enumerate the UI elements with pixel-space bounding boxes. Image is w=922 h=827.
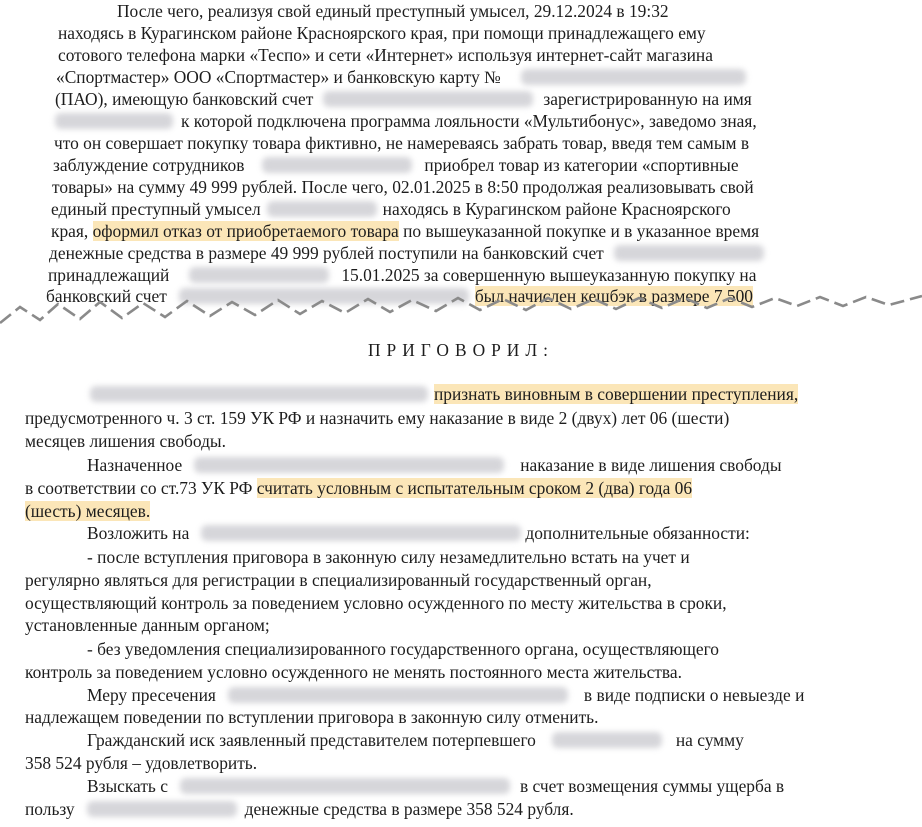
text-line: Взыскать с в счет возмещения суммы ущерба в <box>87 776 785 796</box>
redacted-name <box>201 525 521 541</box>
text-line: «Спортмастер» ООО «Спортмастер» и банковскую карту № <box>56 66 746 88</box>
text-line: контроль за поведением условно осужденного не менять постоянного места жительства. <box>25 662 682 682</box>
text-line: месяцев лишения свободы. <box>25 431 226 451</box>
highlight-cashback: был начислен кешбэк в размере 7 500 <box>474 286 753 306</box>
text-line: пользу денежные средства в размере 358 524 рубля. <box>25 799 574 819</box>
text-line <box>90 383 798 405</box>
text-line: края, оформил отказ от приобретаемого товара по вышеуказанной покупке и в указанное время <box>51 221 760 241</box>
text-line: Возложить на дополнительные обязанности: <box>87 523 750 543</box>
text-line: товары» на сумму 49 999 рублей. После чего, 02.01.2025 в 8:50 продолжая реализовывать свой <box>52 177 754 197</box>
verdict-heading: ПРИГОВОРИЛ: <box>368 340 554 360</box>
text-line: денежные средства в размере 49 999 рублей поступили на банковский счет <box>49 242 764 264</box>
redacted-name <box>90 386 428 402</box>
text-line: принадлежащий 15.01.2025 за совершенную вышеуказанную покупку на <box>48 265 757 285</box>
text-line: установленные данным органом; <box>25 615 270 635</box>
highlight-conditional: считать условным с испытательным сроком 2 (два) года 06 <box>256 478 693 498</box>
text-line: регулярно являться для регистрации в специализированный государственный орган, <box>25 570 652 590</box>
redacted-name <box>55 113 173 129</box>
text-line: - после вступления приговора в законную силу незамедлительно встать на учет и <box>87 547 690 567</box>
text-line: После чего, реализуя свой единый преступный умысел, 29.12.2024 в 19:32 <box>117 1 669 21</box>
text-line: к которой подключена программа лояльности «Мультибонус», заведомо зная, <box>55 110 757 132</box>
text-line: в соответствии со ст.73 УК РФ считать условным с испытательным сроком 2 (два) года 06 <box>25 478 693 498</box>
torn-edge-divider <box>0 293 922 333</box>
text-line: Назначенное наказание в виде лишения свободы <box>87 455 782 475</box>
redacted-name <box>228 687 568 703</box>
text-line: 358 524 рубля – удовлетворить. <box>25 753 258 773</box>
text-line: (ПАО), имеющую банковский счет зарегистрированную на имя <box>55 89 752 109</box>
text-line: сотового телефона марки «Теспо» и сети «Интернет» используя интернет-сайт магазина <box>58 45 713 65</box>
text-line <box>25 500 150 522</box>
redacted-name <box>189 267 329 283</box>
redacted-account <box>323 91 533 107</box>
redacted-account <box>614 245 764 261</box>
text-line: заблуждение сотрудников приобрел товар из категории «спортивные <box>53 155 739 175</box>
redacted-name <box>194 457 504 473</box>
text-line: единый преступный умысел находясь в Курагинском районе Красноярского <box>51 199 731 219</box>
text-line: предусмотренного ч. 3 ст. 159 УК РФ и назначить ему наказание в виде 2 (двух) лет 06 (шести) <box>25 408 730 428</box>
redacted-name <box>262 157 412 173</box>
highlight-guilty: признать виновным в совершении преступления, <box>434 384 799 404</box>
redacted-name <box>180 778 510 794</box>
text-line: банковский счет был начислен кешбэк в размере 7 500 <box>46 286 753 306</box>
redacted-card <box>521 69 746 85</box>
text-line: надлежащем поведении по вступлении приговора в законную силу отменить. <box>25 707 599 727</box>
redacted-name <box>267 201 377 217</box>
redacted-name <box>552 732 662 748</box>
text-line: - без уведомления специализированного государственного органа, осуществляющего <box>87 639 719 659</box>
text-line: Гражданский иск заявленный представителем потерпевшего на сумму <box>87 730 744 750</box>
text-line: находясь в Курагинском районе Красноярского края, при помощи принадлежащего ему <box>58 23 706 43</box>
text-line: осуществляющий контроль за поведением условно осужденного по месту жительства в сроки, <box>25 593 727 613</box>
highlight-months: (шесть) месяцев. <box>25 501 151 521</box>
text-line: Меру пресечения в виде подписки о невыезде и <box>87 685 805 705</box>
highlight-refusal: оформил отказ от приобретаемого товара <box>92 221 399 241</box>
redacted-name <box>87 801 237 817</box>
text-line: что он совершает покупку товара фиктивно, не намереваясь забрать товар, введя тем самым в <box>54 133 750 153</box>
